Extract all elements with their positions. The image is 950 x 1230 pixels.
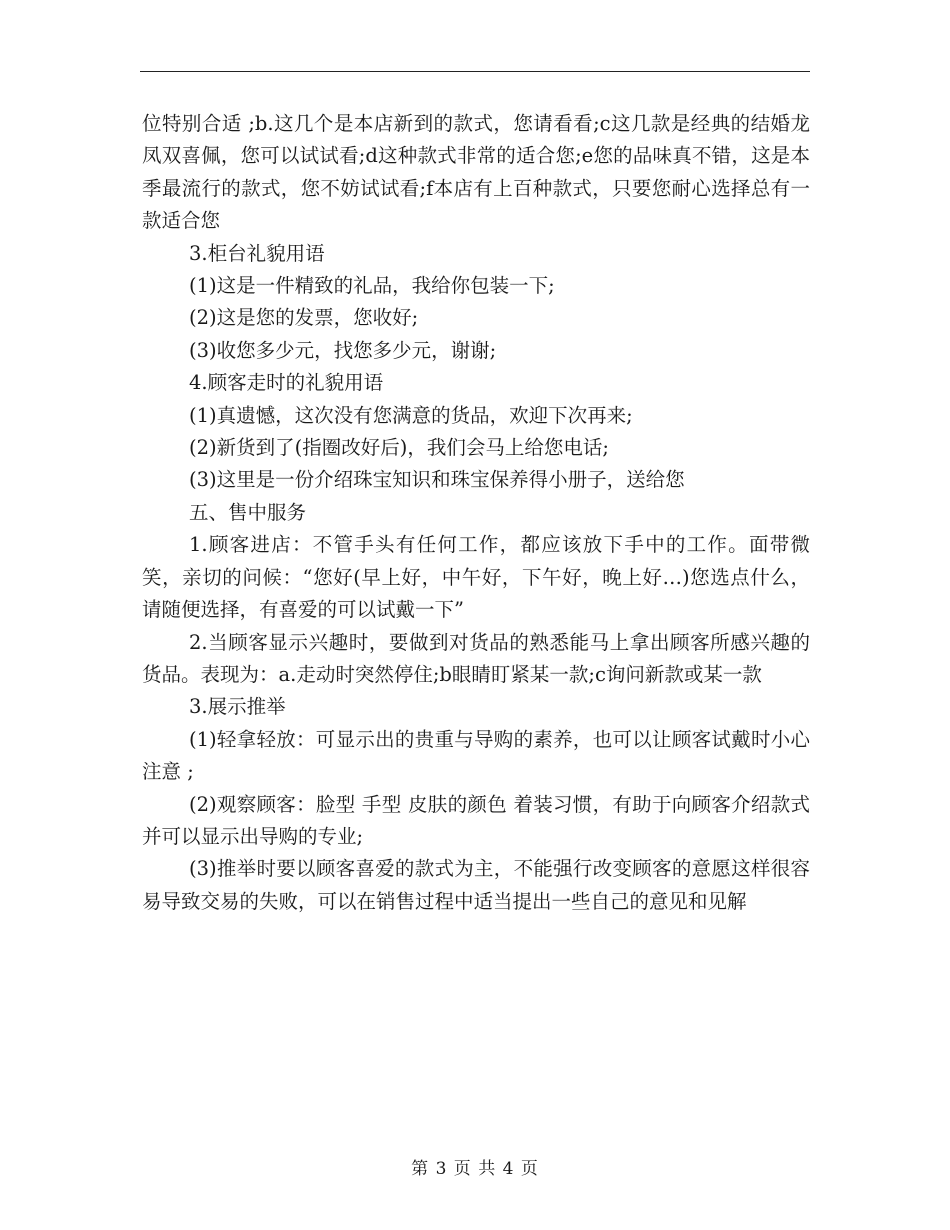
list-item: (2)这是您的发票，您收好; — [189, 306, 419, 330]
list-item: (1)这是一件精致的礼品，我给你包装一下; — [189, 274, 555, 298]
paragraph: 2.当顾客显示兴趣时，要做到对货品的熟悉能马上拿出顾客所感兴趣的货品。表现为：a.走动时突然停住;b眼睛盯紧某一款;c询问新款或某一款 — [142, 630, 810, 686]
section-heading: 3.柜台礼貌用语 — [189, 241, 325, 265]
paragraph: 位特别合适 ;b.这几个是本店新到的款式，您请看看;c这几款是经典的结婚龙凤双喜佩，您可以试试看;d这种款式非常的适合您;e您的品味真不错，这是本季最流行的款式，您不妨试试看;f本店有上百种款式，只要您耐心选择总有一款适合您 — [142, 112, 810, 233]
document-body — [142, 108, 810, 918]
list-item: (2)新货到了(指圈改好后)，我们会马上给您电话; — [189, 436, 609, 460]
list-item: (3)推举时要以顾客喜爱的款式为主，不能强行改变顾客的意愿这样很容易导致交易的失败，可以在销售过程中适当提出一些自己的意见和见解 — [142, 857, 810, 913]
paragraph: 1.顾客进店：不管手头有任何工作，都应该放下手中的工作。面带微笑，亲切的问候：“您好(早上好，中午好，下午好，晚上好…)您选点什么，请随便选择，有喜爱的可以试戴一下” — [142, 533, 810, 622]
list-item: (2)观察顾客：脸型 手型 皮肤的颜色 着装习惯，有助于向顾客介绍款式并可以显示出导购的专业; — [142, 792, 810, 848]
page-number: 第 3 页 共 4 页 — [411, 1159, 539, 1179]
header-rule — [140, 71, 810, 72]
list-item: (1)轻拿轻放：可显示出的贵重与导购的素养，也可以让顾客试戴时小心注意 ; — [142, 727, 810, 784]
section-heading: 4.顾客走时的礼貌用语 — [189, 371, 384, 395]
section-heading: 五、售中服务 — [189, 500, 307, 524]
list-item: (1)真遗憾，这次没有您满意的货品，欢迎下次再来; — [189, 403, 633, 427]
list-item: (3)这里是一份介绍珠宝知识和珠宝保养得小册子，送给您 — [189, 468, 685, 492]
section-heading: 3.展示推举 — [189, 695, 286, 719]
list-item: (3)收您多少元，找您多少元，谢谢; — [189, 338, 497, 362]
